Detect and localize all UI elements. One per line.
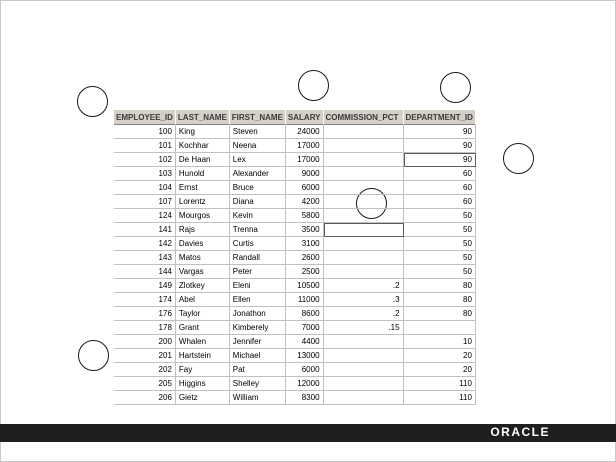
cell-employee-id[interactable]: 100 [114, 125, 176, 139]
cell-department-id[interactable]: 10 [404, 335, 476, 349]
cell-salary[interactable]: 2600 [286, 251, 324, 265]
cell-employee-id[interactable]: 144 [114, 265, 176, 279]
cell-commission-pct[interactable] [324, 251, 404, 265]
table-row[interactable] [114, 391, 476, 405]
cell-commission-pct[interactable]: .2 [324, 307, 404, 321]
cell-salary[interactable]: 5800 [286, 209, 324, 223]
callout-marker-column [298, 70, 329, 101]
cell-commission-pct[interactable]: .15 [324, 321, 404, 335]
table-row[interactable] [114, 363, 476, 377]
cell-first-name[interactable]: William [230, 391, 286, 405]
cell-commission-pct[interactable] [324, 125, 404, 139]
cell-last-name[interactable]: Matos [176, 251, 230, 265]
cell-last-name[interactable]: Gietz [176, 391, 230, 405]
cell-first-name[interactable]: Peter [230, 265, 286, 279]
cell-commission-pct[interactable] [324, 223, 404, 237]
cell-last-name[interactable]: Hartstein [176, 349, 230, 363]
table-row[interactable] [114, 209, 476, 223]
cell-salary[interactable]: 8600 [286, 307, 324, 321]
cell-department-id[interactable]: 90 [404, 125, 476, 139]
cell-salary[interactable]: 3500 [286, 223, 324, 237]
cell-last-name[interactable]: Hunold [176, 167, 230, 181]
oracle-logo: ORACLE [490, 425, 550, 439]
cell-department-id[interactable]: 20 [404, 363, 476, 377]
cell-salary[interactable]: 3100 [286, 237, 324, 251]
cell-salary[interactable]: 12000 [286, 377, 324, 391]
cell-first-name[interactable]: Michael [230, 349, 286, 363]
cell-department-id[interactable]: 60 [404, 195, 476, 209]
cell-first-name[interactable]: Jonathon [230, 307, 286, 321]
cell-first-name[interactable]: Kevin [230, 209, 286, 223]
cell-department-id[interactable]: 50 [404, 265, 476, 279]
cell-department-id[interactable]: 80 [404, 293, 476, 307]
cell-employee-id[interactable]: 202 [114, 363, 176, 377]
cell-salary[interactable]: 4400 [286, 335, 324, 349]
table-row[interactable] [114, 139, 476, 153]
cell-department-id[interactable]: 20 [404, 349, 476, 363]
table-row[interactable] [114, 195, 476, 209]
cell-commission-pct[interactable] [324, 349, 404, 363]
cell-last-name[interactable]: Lorentz [176, 195, 230, 209]
cell-employee-id[interactable]: 102 [114, 153, 176, 167]
cell-last-name[interactable]: Kochhar [176, 139, 230, 153]
cell-department-id[interactable]: 110 [404, 391, 476, 405]
table-row[interactable] [114, 335, 476, 349]
cell-commission-pct[interactable] [324, 377, 404, 391]
table-row[interactable] [114, 251, 476, 265]
cell-last-name[interactable]: Mourgos [176, 209, 230, 223]
cell-employee-id[interactable]: 141 [114, 223, 176, 237]
cell-last-name[interactable]: Whalen [176, 335, 230, 349]
cell-employee-id[interactable]: 124 [114, 209, 176, 223]
cell-department-id[interactable]: 80 [404, 279, 476, 293]
cell-salary[interactable]: 6000 [286, 363, 324, 377]
cell-salary[interactable]: 11000 [286, 293, 324, 307]
cell-salary[interactable]: 24000 [286, 125, 324, 139]
cell-salary[interactable]: 9000 [286, 167, 324, 181]
cell-employee-id[interactable]: 142 [114, 237, 176, 251]
employees-table [114, 110, 476, 405]
cell-employee-id[interactable]: 200 [114, 335, 176, 349]
cell-employee-id[interactable]: 174 [114, 293, 176, 307]
cell-employee-id[interactable]: 149 [114, 279, 176, 293]
cell-first-name[interactable]: Trenna [230, 223, 286, 237]
cell-first-name[interactable]: Shelley [230, 377, 286, 391]
cell-employee-id[interactable]: 201 [114, 349, 176, 363]
table-row[interactable] [114, 153, 476, 167]
table-row[interactable] [114, 377, 476, 391]
cell-department-id[interactable]: 110 [404, 377, 476, 391]
cell-last-name[interactable]: Vargas [176, 265, 230, 279]
cell-department-id[interactable]: 80 [404, 307, 476, 321]
cell-commission-pct[interactable] [324, 139, 404, 153]
cell-employee-id[interactable]: 176 [114, 307, 176, 321]
cell-salary[interactable]: 7000 [286, 321, 324, 335]
table-row[interactable] [114, 293, 476, 307]
cell-employee-id[interactable]: 103 [114, 167, 176, 181]
cell-salary[interactable]: 4200 [286, 195, 324, 209]
cell-last-name[interactable]: Grant [176, 321, 230, 335]
table-row[interactable] [114, 307, 476, 321]
table-row[interactable] [114, 321, 476, 335]
cell-commission-pct[interactable] [324, 391, 404, 405]
table-row[interactable] [114, 223, 476, 237]
cell-first-name[interactable]: Diana [230, 195, 286, 209]
cell-department-id[interactable]: 60 [404, 167, 476, 181]
cell-commission-pct[interactable]: .3 [324, 293, 404, 307]
cell-commission-pct[interactable] [324, 265, 404, 279]
cell-salary[interactable]: 13000 [286, 349, 324, 363]
table-row[interactable] [114, 167, 476, 181]
cell-first-name[interactable]: Eleni [230, 279, 286, 293]
callout-marker-row-key [77, 86, 108, 117]
cell-employee-id[interactable]: 107 [114, 195, 176, 209]
cell-salary[interactable]: 17000 [286, 153, 324, 167]
cell-first-name[interactable]: Curtis [230, 237, 286, 251]
cell-last-name[interactable]: Davies [176, 237, 230, 251]
cell-employee-id[interactable]: 143 [114, 251, 176, 265]
cell-commission-pct[interactable] [324, 153, 404, 167]
cell-salary[interactable]: 6000 [286, 181, 324, 195]
column-header-first-name[interactable]: FIRST_NAME [230, 110, 286, 125]
callout-marker-foreign-key [440, 72, 471, 103]
cell-first-name[interactable]: Kimberely [230, 321, 286, 335]
cell-first-name[interactable]: Ellen [230, 293, 286, 307]
cell-commission-pct[interactable] [324, 167, 404, 181]
footer-bar [0, 424, 616, 442]
cell-first-name[interactable]: Jennifer [230, 335, 286, 349]
column-header-department-id[interactable]: DEPARTMENT_ID [404, 110, 476, 125]
cell-last-name[interactable]: Higgins [176, 377, 230, 391]
cell-first-name[interactable]: Alexander [230, 167, 286, 181]
column-header-commission-pct[interactable]: COMMISSION_PCT [324, 110, 404, 125]
cell-first-name[interactable]: Pat [230, 363, 286, 377]
cell-last-name[interactable]: Taylor [176, 307, 230, 321]
cell-commission-pct[interactable]: .2 [324, 279, 404, 293]
column-header-employee-id[interactable]: EMPLOYEE_ID [114, 110, 176, 125]
cell-first-name[interactable]: Randall [230, 251, 286, 265]
cell-commission-pct[interactable] [324, 363, 404, 377]
cell-last-name[interactable]: Ernst [176, 181, 230, 195]
column-header-salary[interactable]: SALARY [286, 110, 324, 125]
table-row[interactable] [114, 181, 476, 195]
cell-commission-pct[interactable] [324, 209, 404, 223]
cell-department-id[interactable]: 50 [404, 223, 476, 237]
table-row[interactable] [114, 125, 476, 139]
table-header-row [114, 110, 476, 125]
cell-last-name[interactable]: De Haan [176, 153, 230, 167]
table-row[interactable] [114, 265, 476, 279]
cell-salary[interactable]: 10500 [286, 279, 324, 293]
cell-first-name[interactable]: Lex [230, 153, 286, 167]
cell-salary[interactable]: 17000 [286, 139, 324, 153]
table-row[interactable] [114, 279, 476, 293]
cell-commission-pct[interactable] [324, 335, 404, 349]
callout-marker-field [503, 143, 534, 174]
cell-first-name[interactable]: Neena [230, 139, 286, 153]
cell-department-id[interactable] [404, 321, 476, 335]
cell-salary[interactable]: 8300 [286, 391, 324, 405]
callout-marker-row [78, 340, 109, 371]
cell-department-id[interactable]: 50 [404, 209, 476, 223]
cell-commission-pct[interactable] [324, 181, 404, 195]
cell-department-id[interactable]: 60 [404, 181, 476, 195]
cell-department-id[interactable]: 50 [404, 237, 476, 251]
cell-first-name[interactable]: Steven [230, 125, 286, 139]
cell-employee-id[interactable]: 205 [114, 377, 176, 391]
cell-last-name[interactable]: Zlotkey [176, 279, 230, 293]
cell-employee-id[interactable]: 178 [114, 321, 176, 335]
cell-commission-pct[interactable] [324, 195, 404, 209]
cell-department-id[interactable]: 90 [404, 139, 476, 153]
cell-commission-pct[interactable] [324, 237, 404, 251]
cell-first-name[interactable]: Bruce [230, 181, 286, 195]
cell-last-name[interactable]: King [176, 125, 230, 139]
cell-last-name[interactable]: Rajs [176, 223, 230, 237]
cell-employee-id[interactable]: 104 [114, 181, 176, 195]
cell-department-id[interactable]: 50 [404, 251, 476, 265]
cell-employee-id[interactable]: 206 [114, 391, 176, 405]
cell-department-id[interactable]: 90 [404, 153, 476, 167]
column-header-last-name[interactable]: LAST_NAME [176, 110, 230, 125]
cell-last-name[interactable]: Abel [176, 293, 230, 307]
cell-last-name[interactable]: Fay [176, 363, 230, 377]
cell-salary[interactable]: 2500 [286, 265, 324, 279]
table-row[interactable] [114, 349, 476, 363]
cell-employee-id[interactable]: 101 [114, 139, 176, 153]
table-row[interactable] [114, 237, 476, 251]
